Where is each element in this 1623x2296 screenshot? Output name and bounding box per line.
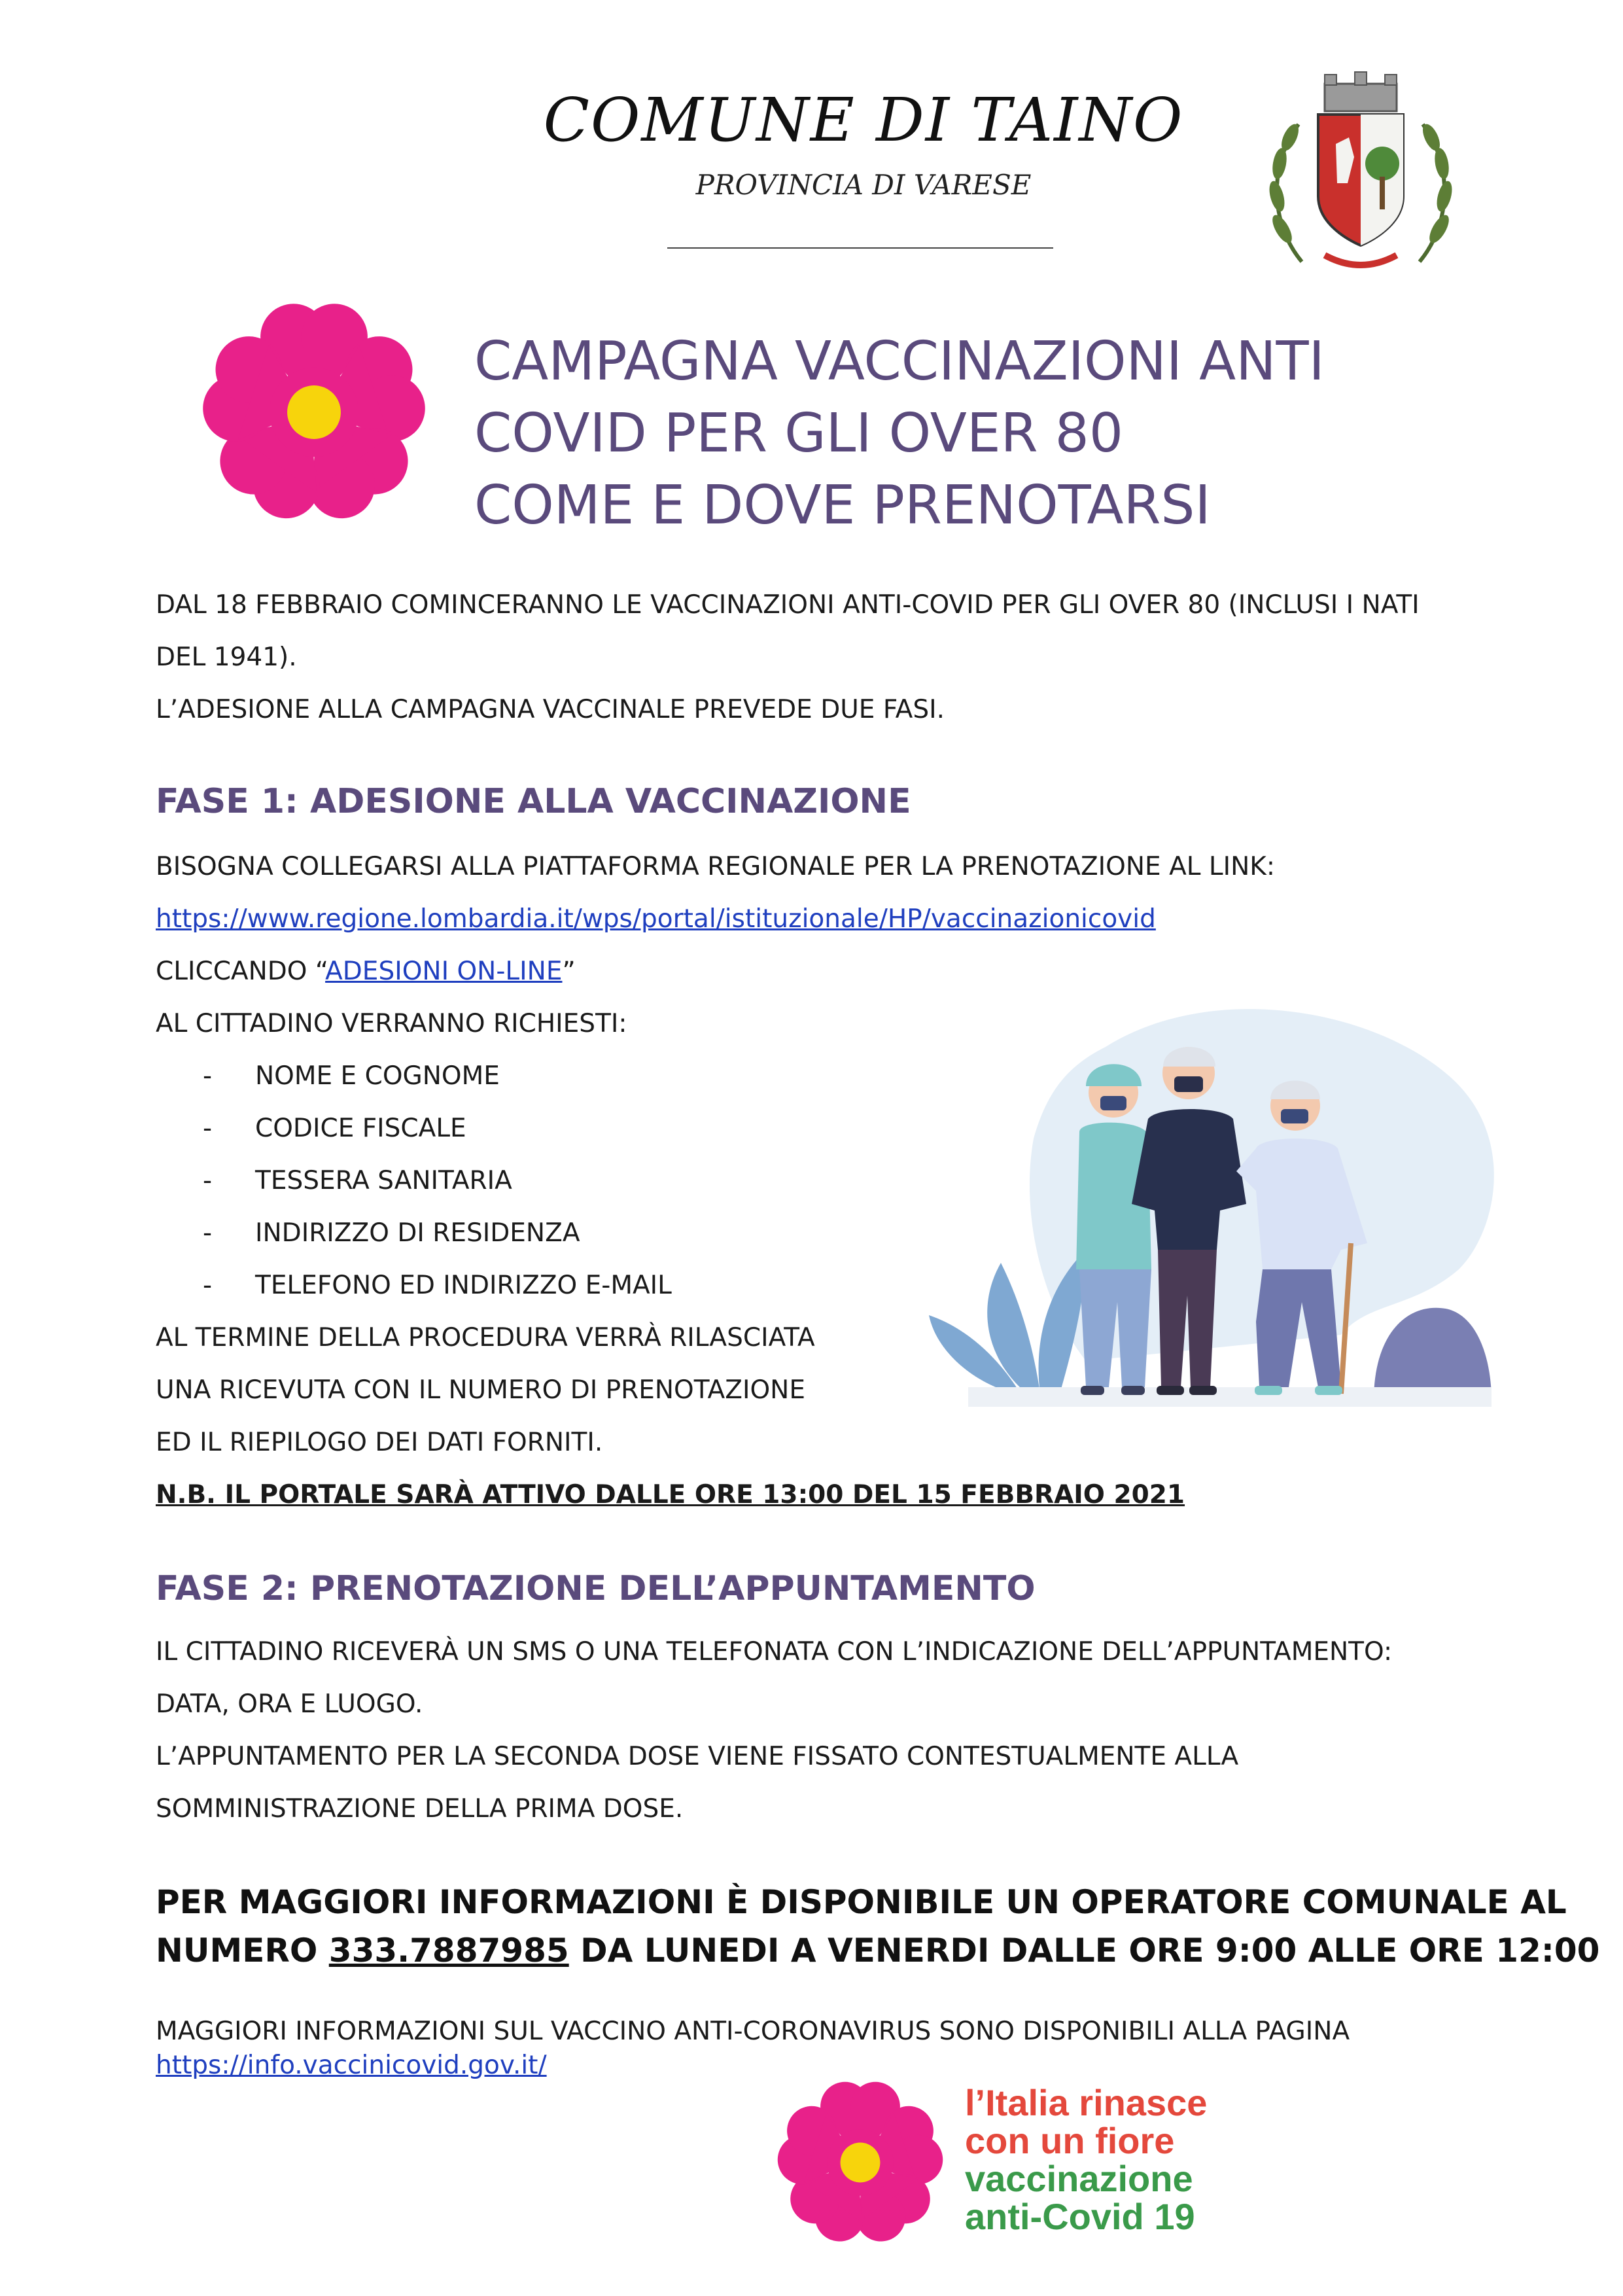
phase-2-line-2: DATA, ORA E LUOGO. <box>156 1689 423 1719</box>
adesioni-online-link[interactable]: ADESIONI ON-LINE <box>325 957 563 986</box>
info-line-1: PER MAGGIORI INFORMAZIONI È DISPONIBILE UN OPERATORE COMUNALE AL <box>156 1883 1567 1921</box>
phase-2-line-1: IL CITTADINO RICEVERÀ UN SMS O UNA TELEFONATA CON L’INDICAZIONE DELL’APPUNTAMENTO: <box>156 1637 1393 1667</box>
procedure-end-line-1: AL TERMINE DELLA PROCEDURA VERRÀ RILASCIATA <box>156 1323 815 1352</box>
intro-line-1: DAL 18 FEBBRAIO COMINCERANNO LE VACCINAZIONI ANTI-COVID PER GLI OVER 80 (INCLUSI I NATI <box>156 590 1420 620</box>
intro-line-2: DEL 1941). <box>156 643 297 672</box>
bullet-dash: - <box>203 1114 213 1143</box>
info-line-2 <box>156 1926 1599 1975</box>
bullet-dash: - <box>203 1218 213 1248</box>
coat-of-arms-icon <box>1263 65 1459 281</box>
phone-number[interactable]: 333.7887985 <box>328 1932 569 1969</box>
list-item <box>203 1050 672 1103</box>
requested-data-list <box>203 1050 672 1312</box>
list-item-text: TESSERA SANITARIA <box>255 1166 512 1195</box>
phase-2-line-3: L’APPUNTAMENTO PER LA SECONDA DOSE VIENE FISSATO CONTESTUALMENTE ALLA <box>156 1742 1239 1771</box>
clicking-suffix: ” <box>562 957 576 986</box>
campaign-title <box>474 326 1325 542</box>
footer-info-text: MAGGIORI INFORMAZIONI SUL VACCINO ANTI-CORONAVIRUS SONO DISPONIBILI ALLA PAGINA <box>156 2017 1350 2046</box>
procedure-end-line-2: UNA RICEVUTA CON IL NUMERO DI PRENOTAZIONE <box>156 1375 805 1405</box>
flower-logo-icon <box>186 281 442 543</box>
procedure-end-line-3: ED IL RIEPILOGO DEI DATI FORNITI. <box>156 1428 603 1457</box>
title-line-3: COME E DOVE PRENOTARSI <box>474 474 1211 537</box>
info-hours: DA LUNEDI A VENERDI DALLE ORE 9:00 ALLE ORE 12:00 <box>568 1932 1600 1969</box>
footer-link-row <box>156 2046 547 2085</box>
italia-rinasce-logo-text <box>965 2084 1207 2236</box>
bullet-dash: - <box>203 1271 213 1300</box>
flower-campaign-logo-icon <box>765 2068 955 2257</box>
logo-line-3: vaccinazione <box>965 2158 1193 2199</box>
clicking-row <box>156 945 576 998</box>
elderly-people-illustration <box>870 995 1505 1466</box>
list-item <box>203 1207 672 1260</box>
phase-1-instruction: BISOGNA COLLEGARSI ALLA PIATTAFORMA REGIONALE PER LA PRENOTAZIONE AL LINK: <box>156 852 1275 881</box>
regione-lombardia-link[interactable]: https://www.regione.lombardia.it/wps/portal/istituzionale/HP/vaccinazionicovid <box>156 904 1156 934</box>
list-item-text: NOME E COGNOME <box>255 1061 500 1091</box>
info-number-prefix: NUMERO <box>156 1932 329 1969</box>
phase-1-heading: FASE 1: ADESIONE ALLA VACCINAZIONE <box>156 782 911 821</box>
list-item <box>203 1103 672 1155</box>
province-name: PROVINCIA DI VARESE <box>695 169 1032 201</box>
requested-data-label: AL CITTADINO VERRANNO RICHIESTI: <box>156 1009 627 1038</box>
portal-active-note: N.B. IL PORTALE SARÀ ATTIVO DALLE ORE 13:00 DEL 15 FEBBRAIO 2021 <box>156 1480 1185 1510</box>
municipality-name: COMUNE DI TAINO <box>543 85 1184 155</box>
list-item-text: INDIRIZZO DI RESIDENZA <box>255 1218 580 1248</box>
info-operator-notice <box>156 1878 1599 1975</box>
intro-line-3: L’ADESIONE ALLA CAMPAGNA VACCINALE PREVEDE DUE FASI. <box>156 695 945 724</box>
list-item-text: CODICE FISCALE <box>255 1114 466 1143</box>
list-item <box>203 1155 672 1207</box>
regione-link-row <box>156 893 1156 945</box>
vaccinicovid-link[interactable]: https://info.vaccinicovid.gov.it/ <box>156 2051 547 2080</box>
logo-line-4: anti-Covid 19 <box>965 2196 1195 2237</box>
phase-2-heading: FASE 2: PRENOTAZIONE DELL’APPUNTAMENTO <box>156 1569 1036 1608</box>
title-line-1: CAMPAGNA VACCINAZIONI ANTI <box>474 330 1325 393</box>
header-divider <box>667 247 1053 249</box>
logo-line-1: l’Italia rinasce <box>965 2082 1208 2123</box>
title-line-2: COVID PER GLI OVER 80 <box>474 402 1124 465</box>
list-item-text: TELEFONO ED INDIRIZZO E-MAIL <box>255 1271 672 1300</box>
list-item <box>203 1260 672 1312</box>
clicking-prefix: CLICCANDO “ <box>156 957 326 986</box>
phase-2-line-4: SOMMINISTRAZIONE DELLA PRIMA DOSE. <box>156 1794 684 1824</box>
logo-line-2: con un fiore <box>965 2120 1175 2161</box>
bullet-dash: - <box>203 1166 213 1195</box>
bullet-dash: - <box>203 1061 213 1091</box>
